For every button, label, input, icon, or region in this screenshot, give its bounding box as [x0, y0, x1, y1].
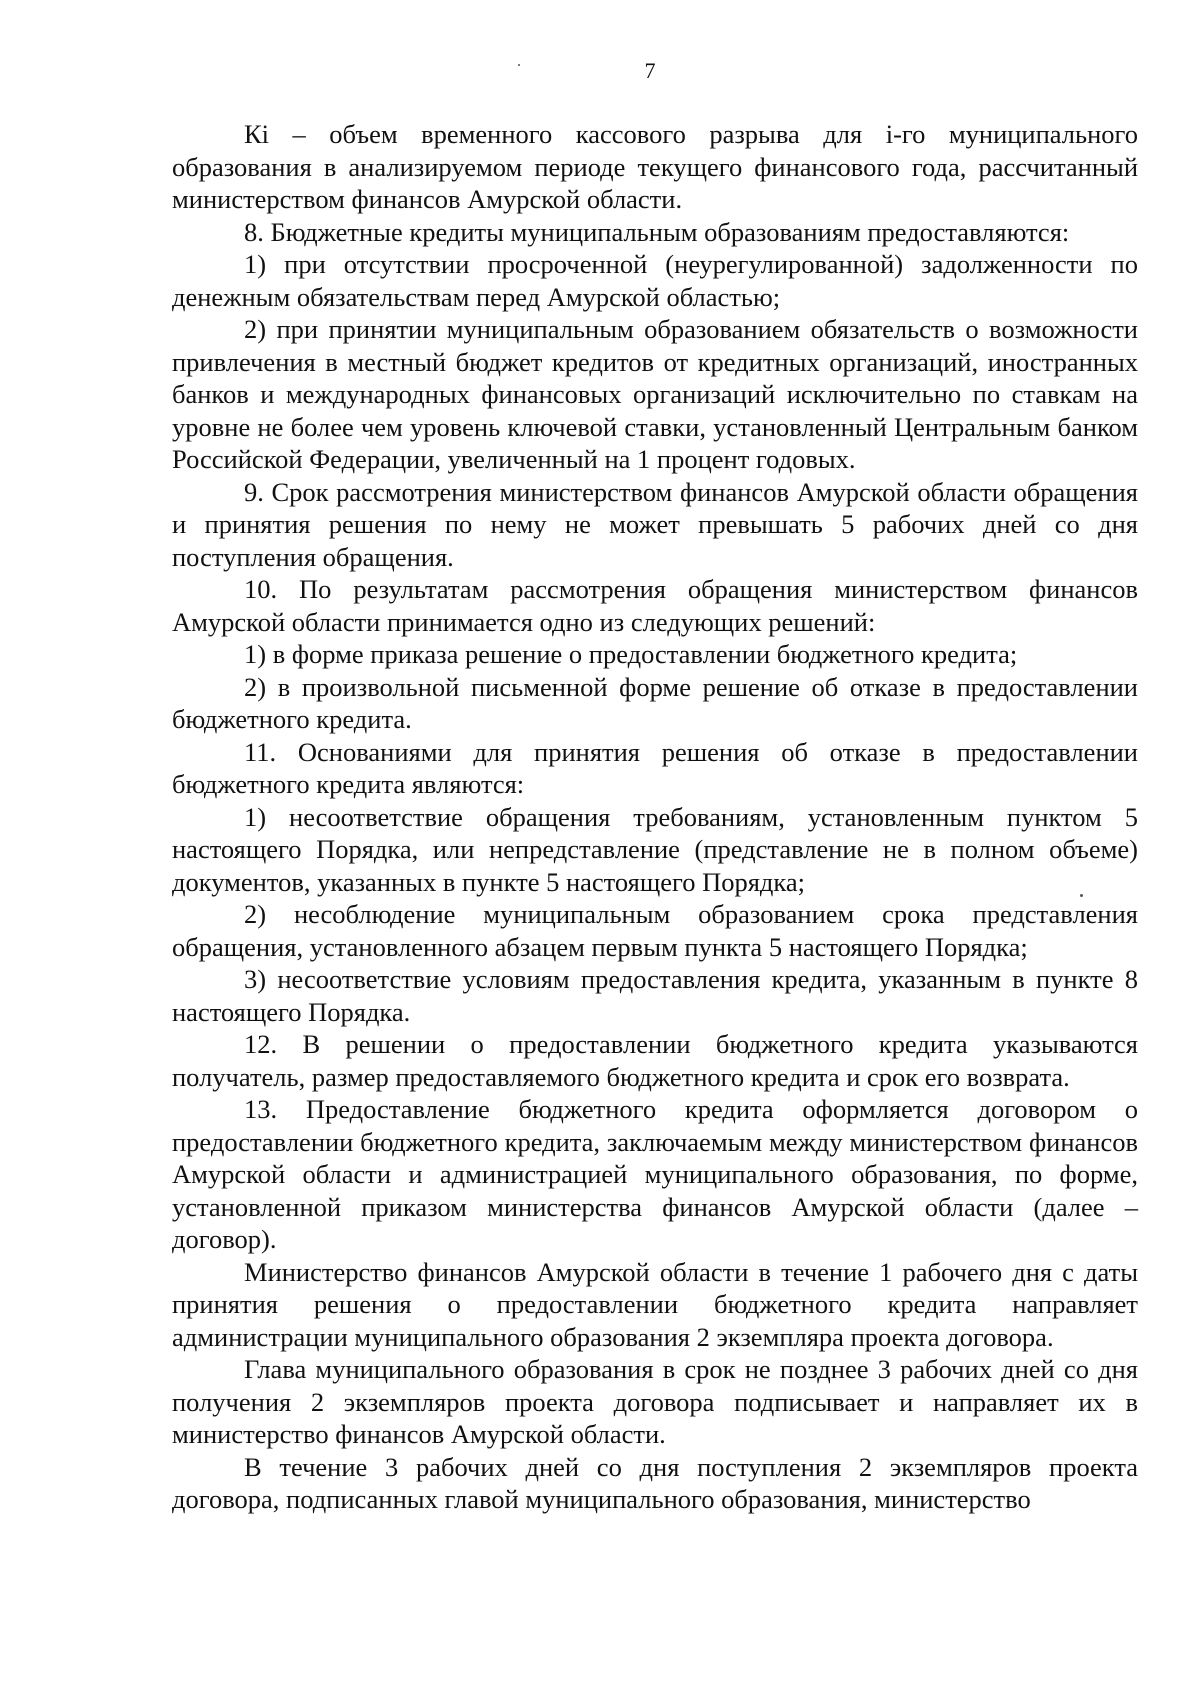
paragraph-section-13: 13. Предоставление бюджетного кредита оформляется договором о предоставлении бюджетного кредита, заключаемым между министерством финансов Амурской области и администрацией муниципального образования, по форме, установленной приказом министерства финансов Амурской области (далее – договор).	[172, 1094, 1138, 1254]
paragraph-head-signs-draft: Глава муниципального образования в срок не позднее 3 рабочих дней со дня получения 2 экземпляров проекта договора подписывает и направляет их в министерство финансов Амурской области.	[172, 1354, 1138, 1449]
paragraph-section-11-item-1: 1) несоответствие обращения требованиям, установленным пунктом 5 настоящего Порядка, или непредставление (представление не в полном объеме) документов, указанных в пункте 5 настоящего Порядка;	[172, 801, 1138, 897]
paragraph-section-10-item-1: 1) в форме приказа решение о предоставлении бюджетного кредита;	[244, 639, 1018, 669]
paragraph-ki-definition: Кi – объем временного кассового разрыва для i-го муниципального образования в анализируемом периоде текущего финансового года, рассчитанный министерством финансов Амурской области.	[172, 119, 1138, 214]
paragraph-section-11-item-2: 2) несоблюдение муниципальным образованием срока представления обращения, установленного абзацем первым пункта 5 настоящего Порядка;	[172, 899, 1138, 962]
paragraph-section-8-item-2: 2) при принятии муниципальным образованием обязательств о возможности привлечения в местный бюджет кредитов от кредитных организаций, иностранных банков и международных финансовых организаций исключительно по ставкам на уровне не более чем уровень ключевой ставки, установленный Центральным банком Российской Федерации, увеличенный на 1 процент годовых.	[172, 314, 1138, 474]
document-body	[172, 118, 1138, 1516]
paragraph-section-12: 12. В решении о предоставлении бюджетного кредита указываются получатель, размер предоставляемого бюджетного кредита и срок его возврата.	[172, 1029, 1138, 1092]
scan-speck	[1080, 894, 1083, 897]
scan-speck	[518, 64, 520, 66]
paragraph-section-9: 9. Срок рассмотрения министерством финансов Амурской области обращения и принятия решения по нему не может превышать 5 рабочих дней со дня поступления обращения.	[172, 476, 1138, 572]
paragraph-within-3-days: В течение 3 рабочих дней со дня поступления 2 экземпляров проекта договора, подписанных главой муниципального образования, министерство	[172, 1451, 1138, 1514]
paragraph-section-11: 11. Основаниями для принятия решения об отказе в предоставлении бюджетного кредита являются:	[172, 736, 1138, 799]
page-number: 7	[644, 58, 656, 83]
paragraph-ministry-sends-draft: Министерство финансов Амурской области в течение 1 рабочего дня с даты принятия решения о предоставлении бюджетного кредита направляет администрации муниципального образования 2 экземпляра проекта договора.	[172, 1256, 1138, 1352]
paragraph-section-8-item-1: 1) при отсутствии просроченной (неурегулированной) задолженности по денежным обязательствам перед Амурской областью;	[172, 249, 1138, 312]
paragraph-section-11-item-3: 3) несоответствие условиям предоставления кредита, указанным в пункте 8 настоящего Порядка.	[172, 964, 1138, 1027]
paragraph-section-8: 8. Бюджетные кредиты муниципальным образованиям предоставляются:	[244, 216, 1070, 247]
paragraph-section-10-item-2: 2) в произвольной письменной форме решение об отказе в предоставлении бюджетного кредита.	[172, 671, 1138, 734]
paragraph-section-10: 10. По результатам рассмотрения обращения министерством финансов Амурской области принимается одно из следующих решений:	[172, 574, 1138, 637]
